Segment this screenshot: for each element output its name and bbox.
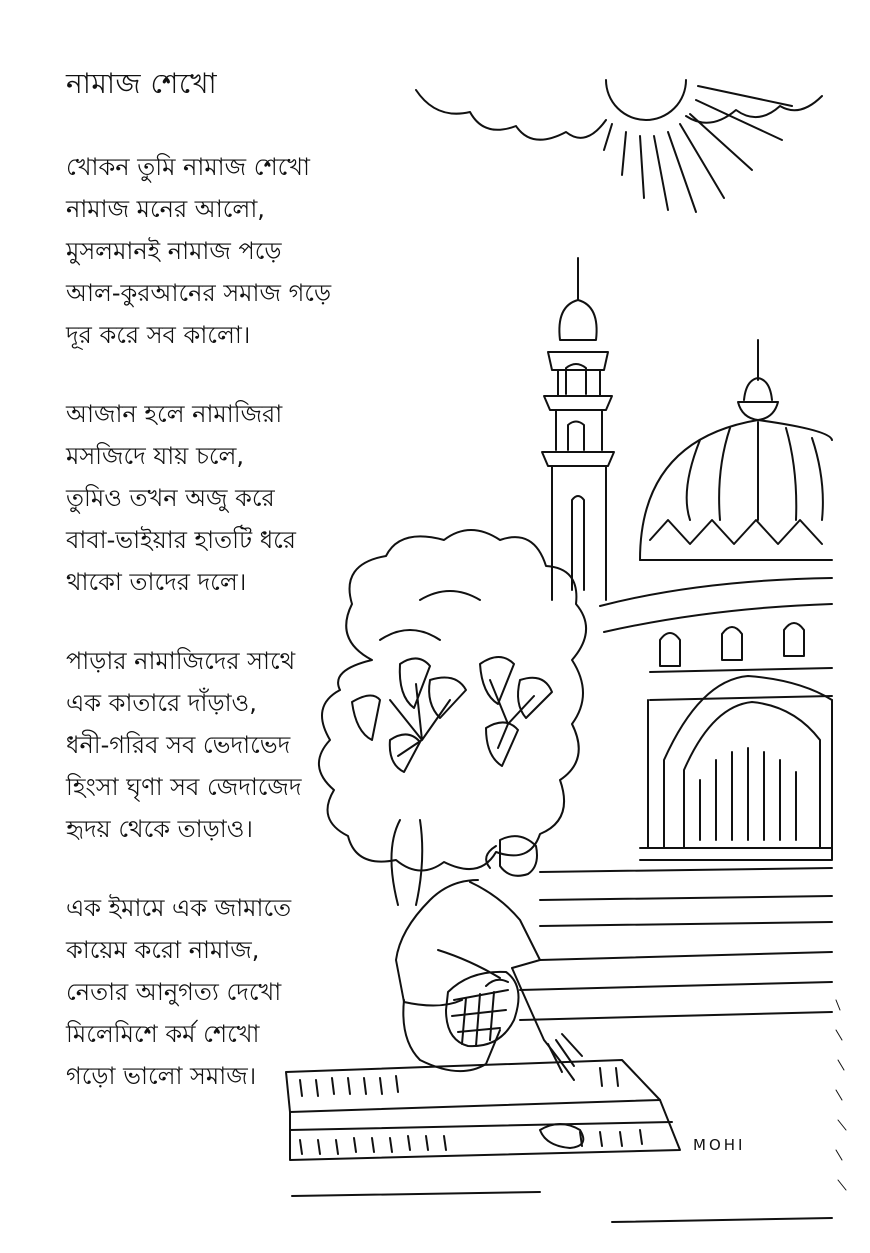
- poem-line: তুমিও তখন অজু করে: [66, 484, 275, 512]
- poem-title: নামাজ শেখো: [66, 67, 218, 100]
- stanza-4: [66, 887, 366, 1097]
- poem-line: বাবা-ভাইয়ার হাতটি ধরে: [66, 526, 296, 554]
- minaret: [542, 258, 614, 600]
- poem-line: হিংসা ঘৃণা সব জেদাজেদ: [66, 773, 302, 801]
- poem-line: হৃদয় থেকে তাড়াও।: [66, 815, 253, 843]
- dome: [640, 340, 832, 560]
- stanza-3: [66, 640, 366, 850]
- poem-line: এক কাতারে দাঁড়াও,: [66, 689, 257, 717]
- poem-line: পাড়ার নামাজিদের সাথে: [66, 647, 296, 675]
- ground-lines: [292, 1192, 832, 1222]
- poem-line: মসজিদে যায় চলে,: [66, 442, 245, 470]
- poem-line: মিলেমিশে কর্ম শেখো: [66, 1020, 260, 1048]
- mosque-steps: [520, 868, 832, 1020]
- poem-line: খোকন তুমি নামাজ শেখো: [66, 153, 311, 181]
- poem-line: কায়েম করো নামাজ,: [66, 936, 260, 964]
- poem-line: আল-কুরআনের সমাজ গড়ে: [66, 279, 332, 307]
- poem-line: দূর করে সব কালো।: [66, 321, 251, 349]
- poem-line: থাকো তাদের দলে।: [66, 568, 247, 596]
- cloud-icon: [416, 90, 822, 140]
- poem-line: আজান হলে নামাজিরা: [66, 400, 283, 428]
- poem-body: [66, 146, 366, 1134]
- poem-line: নেতার আনুগত্য দেখো: [66, 978, 282, 1006]
- stanza-2: [66, 393, 366, 603]
- person-figure: [396, 836, 582, 1080]
- poem-line: এক ইমামে এক জামাতে: [66, 894, 292, 922]
- stanza-1: [66, 146, 366, 356]
- sun-icon: [604, 80, 792, 212]
- poem-line: ধনী-গরিব সব ভেদাভেদ: [66, 731, 291, 759]
- poem-line: নামাজ মনের আলো,: [66, 195, 265, 223]
- mosque-building: [600, 578, 832, 860]
- artist-signature: MOHI: [693, 1136, 746, 1154]
- edge-texture: [836, 1000, 846, 1190]
- poem-line: গড়ো ভালো সমাজ।: [66, 1062, 257, 1090]
- poem-line: মুসলমানই নামাজ পড়ে: [66, 237, 282, 265]
